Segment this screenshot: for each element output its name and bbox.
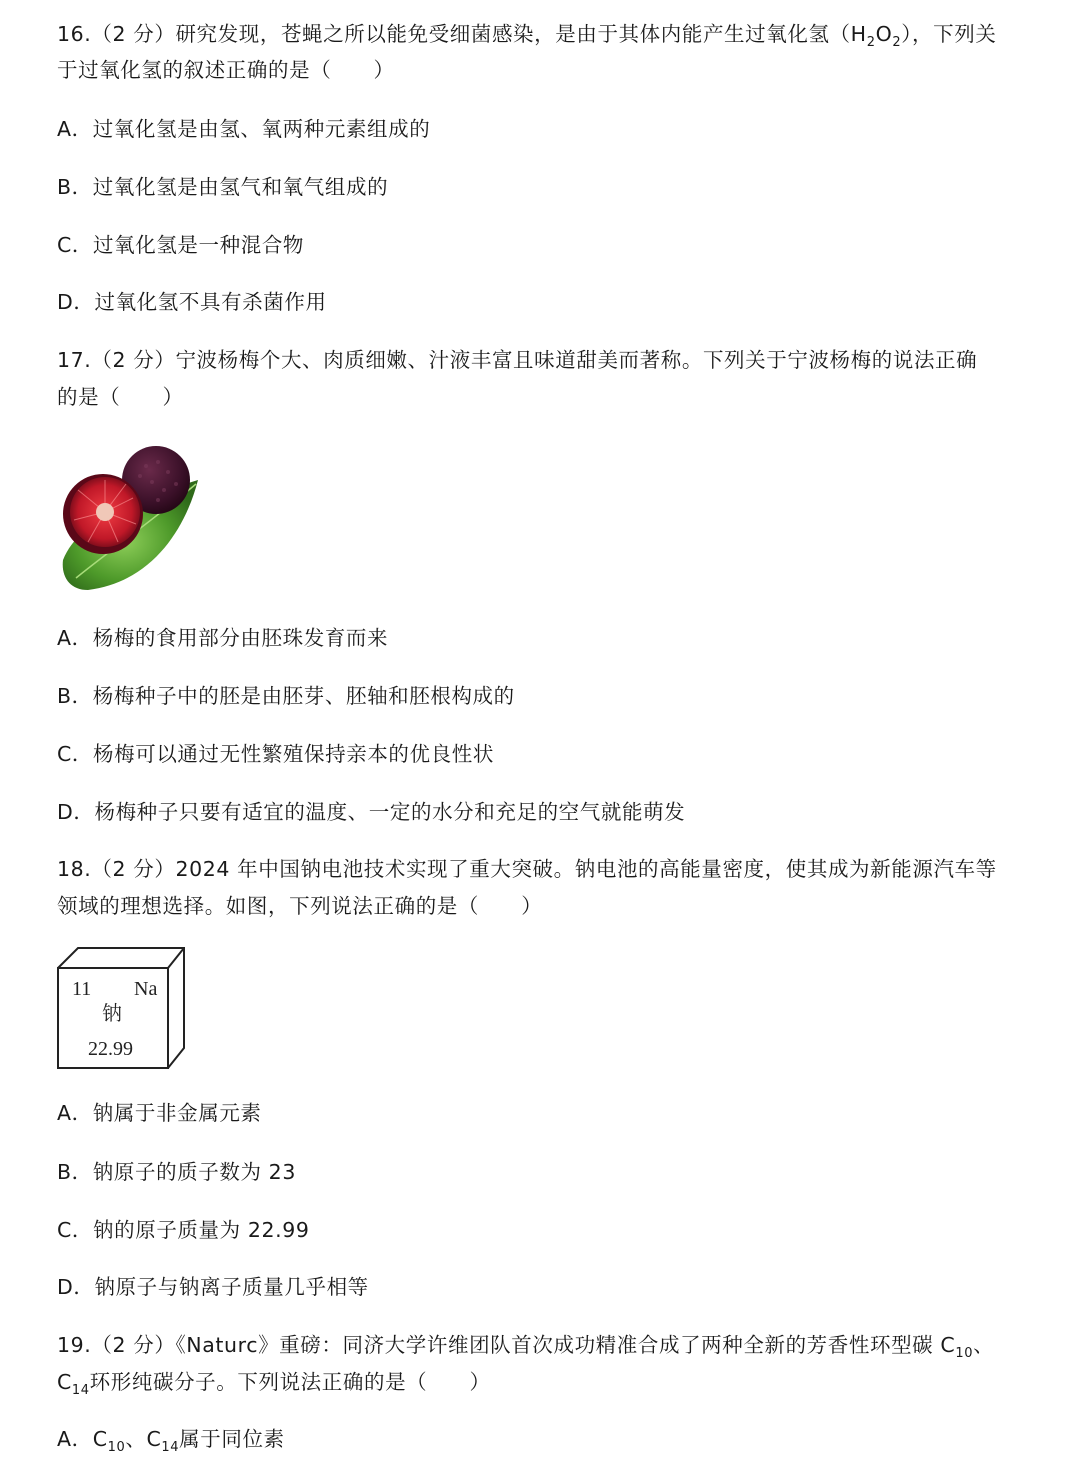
q19-stem-line1 <box>57 1330 994 1364</box>
q19-stem-text: 环形纯碳分子。下列说法正确的是（ ） <box>89 1370 491 1394</box>
q17-option-a: A．杨梅的食用部分由胚珠发育而来 <box>57 626 389 650</box>
q18-option-a: A．钠属于非金属元素 <box>57 1101 262 1125</box>
subscript: 14 <box>161 1440 180 1455</box>
q17-option-c: C．杨梅可以通过无性繁殖保持亲本的优良性状 <box>57 742 494 766</box>
q18-option-c: C．钠的原子质量为 22.99 <box>57 1218 310 1242</box>
q16-option-d: D．过氧化氢不具有杀菌作用 <box>57 290 327 314</box>
q16-option-b: B．过氧化氢是由氢气和氧气组成的 <box>57 175 389 199</box>
q17-stem-line2: 的是（ ） <box>57 385 184 409</box>
q19-stem-text: C <box>57 1370 72 1394</box>
q17-option-b: B．杨梅种子中的胚是由胚芽、胚轴和胚根构成的 <box>57 684 515 708</box>
sodium-element-card <box>56 946 188 1072</box>
atomic-mass: 22.99 <box>88 1038 133 1060</box>
element-name: 钠 <box>102 1003 122 1025</box>
q16-stem-line1 <box>57 19 996 53</box>
q16-stem-line2: 于过氧化氢的叙述正确的是（ ） <box>57 58 395 82</box>
q17-stem-line1: 17.（2 分）宁波杨梅个大、肉质细嫩、汁液丰富且味道甜美而著称。下列关于宁波杨梅的说法正确 <box>57 348 978 372</box>
q19-option-text: 属于同位素 <box>179 1427 285 1451</box>
atomic-number: 11 <box>72 978 92 1000</box>
subscript: 10 <box>107 1440 126 1455</box>
q16-stem-text: O <box>875 22 893 46</box>
subscript: 14 <box>71 1383 90 1398</box>
q16-option-a: A．过氧化氢是由氢、氧两种元素组成的 <box>57 117 431 141</box>
q17-option-d: D．杨梅种子只要有适宜的温度、一定的水分和充足的空气就能萌发 <box>57 800 686 824</box>
q18-stem-line1: 18.（2 分）2024 年中国钠电池技术实现了重大突破。钠电池的高能量密度，使其成为新能源汽车等 <box>57 857 997 881</box>
q19-stem-text: 、 <box>973 1333 995 1357</box>
bayberry-image <box>58 432 203 592</box>
q18-option-b: B．钠原子的质子数为 23 <box>57 1160 296 1184</box>
q19-option-a <box>57 1424 285 1458</box>
q19-stem-text: 19.（2 分）《Naturc》重磅：同济大学许维团队首次成功精准合成了两种全新的芳香性环型碳 C <box>57 1333 956 1357</box>
subscript: 2 <box>866 35 876 50</box>
q18-option-d: D．钠原子与钠离子质量几乎相等 <box>57 1275 369 1299</box>
q19-option-text: 、C <box>125 1427 162 1451</box>
q18-stem-line2: 领域的理想选择。如图，下列说法正确的是（ ） <box>57 894 543 918</box>
element-symbol: Na <box>134 978 158 1000</box>
q16-option-c: C．过氧化氢是一种混合物 <box>57 233 305 257</box>
q16-stem-text: ），下列关 <box>901 22 997 46</box>
q19-stem-line2 <box>57 1367 491 1401</box>
q19-option-text: A．C <box>57 1427 108 1451</box>
subscript: 2 <box>892 35 902 50</box>
subscript: 10 <box>955 1346 974 1361</box>
q16-stem-text: 16.（2 分）研究发现，苍蝇之所以能免受细菌感染，是由于其体内能产生过氧化氢（H <box>57 22 867 46</box>
